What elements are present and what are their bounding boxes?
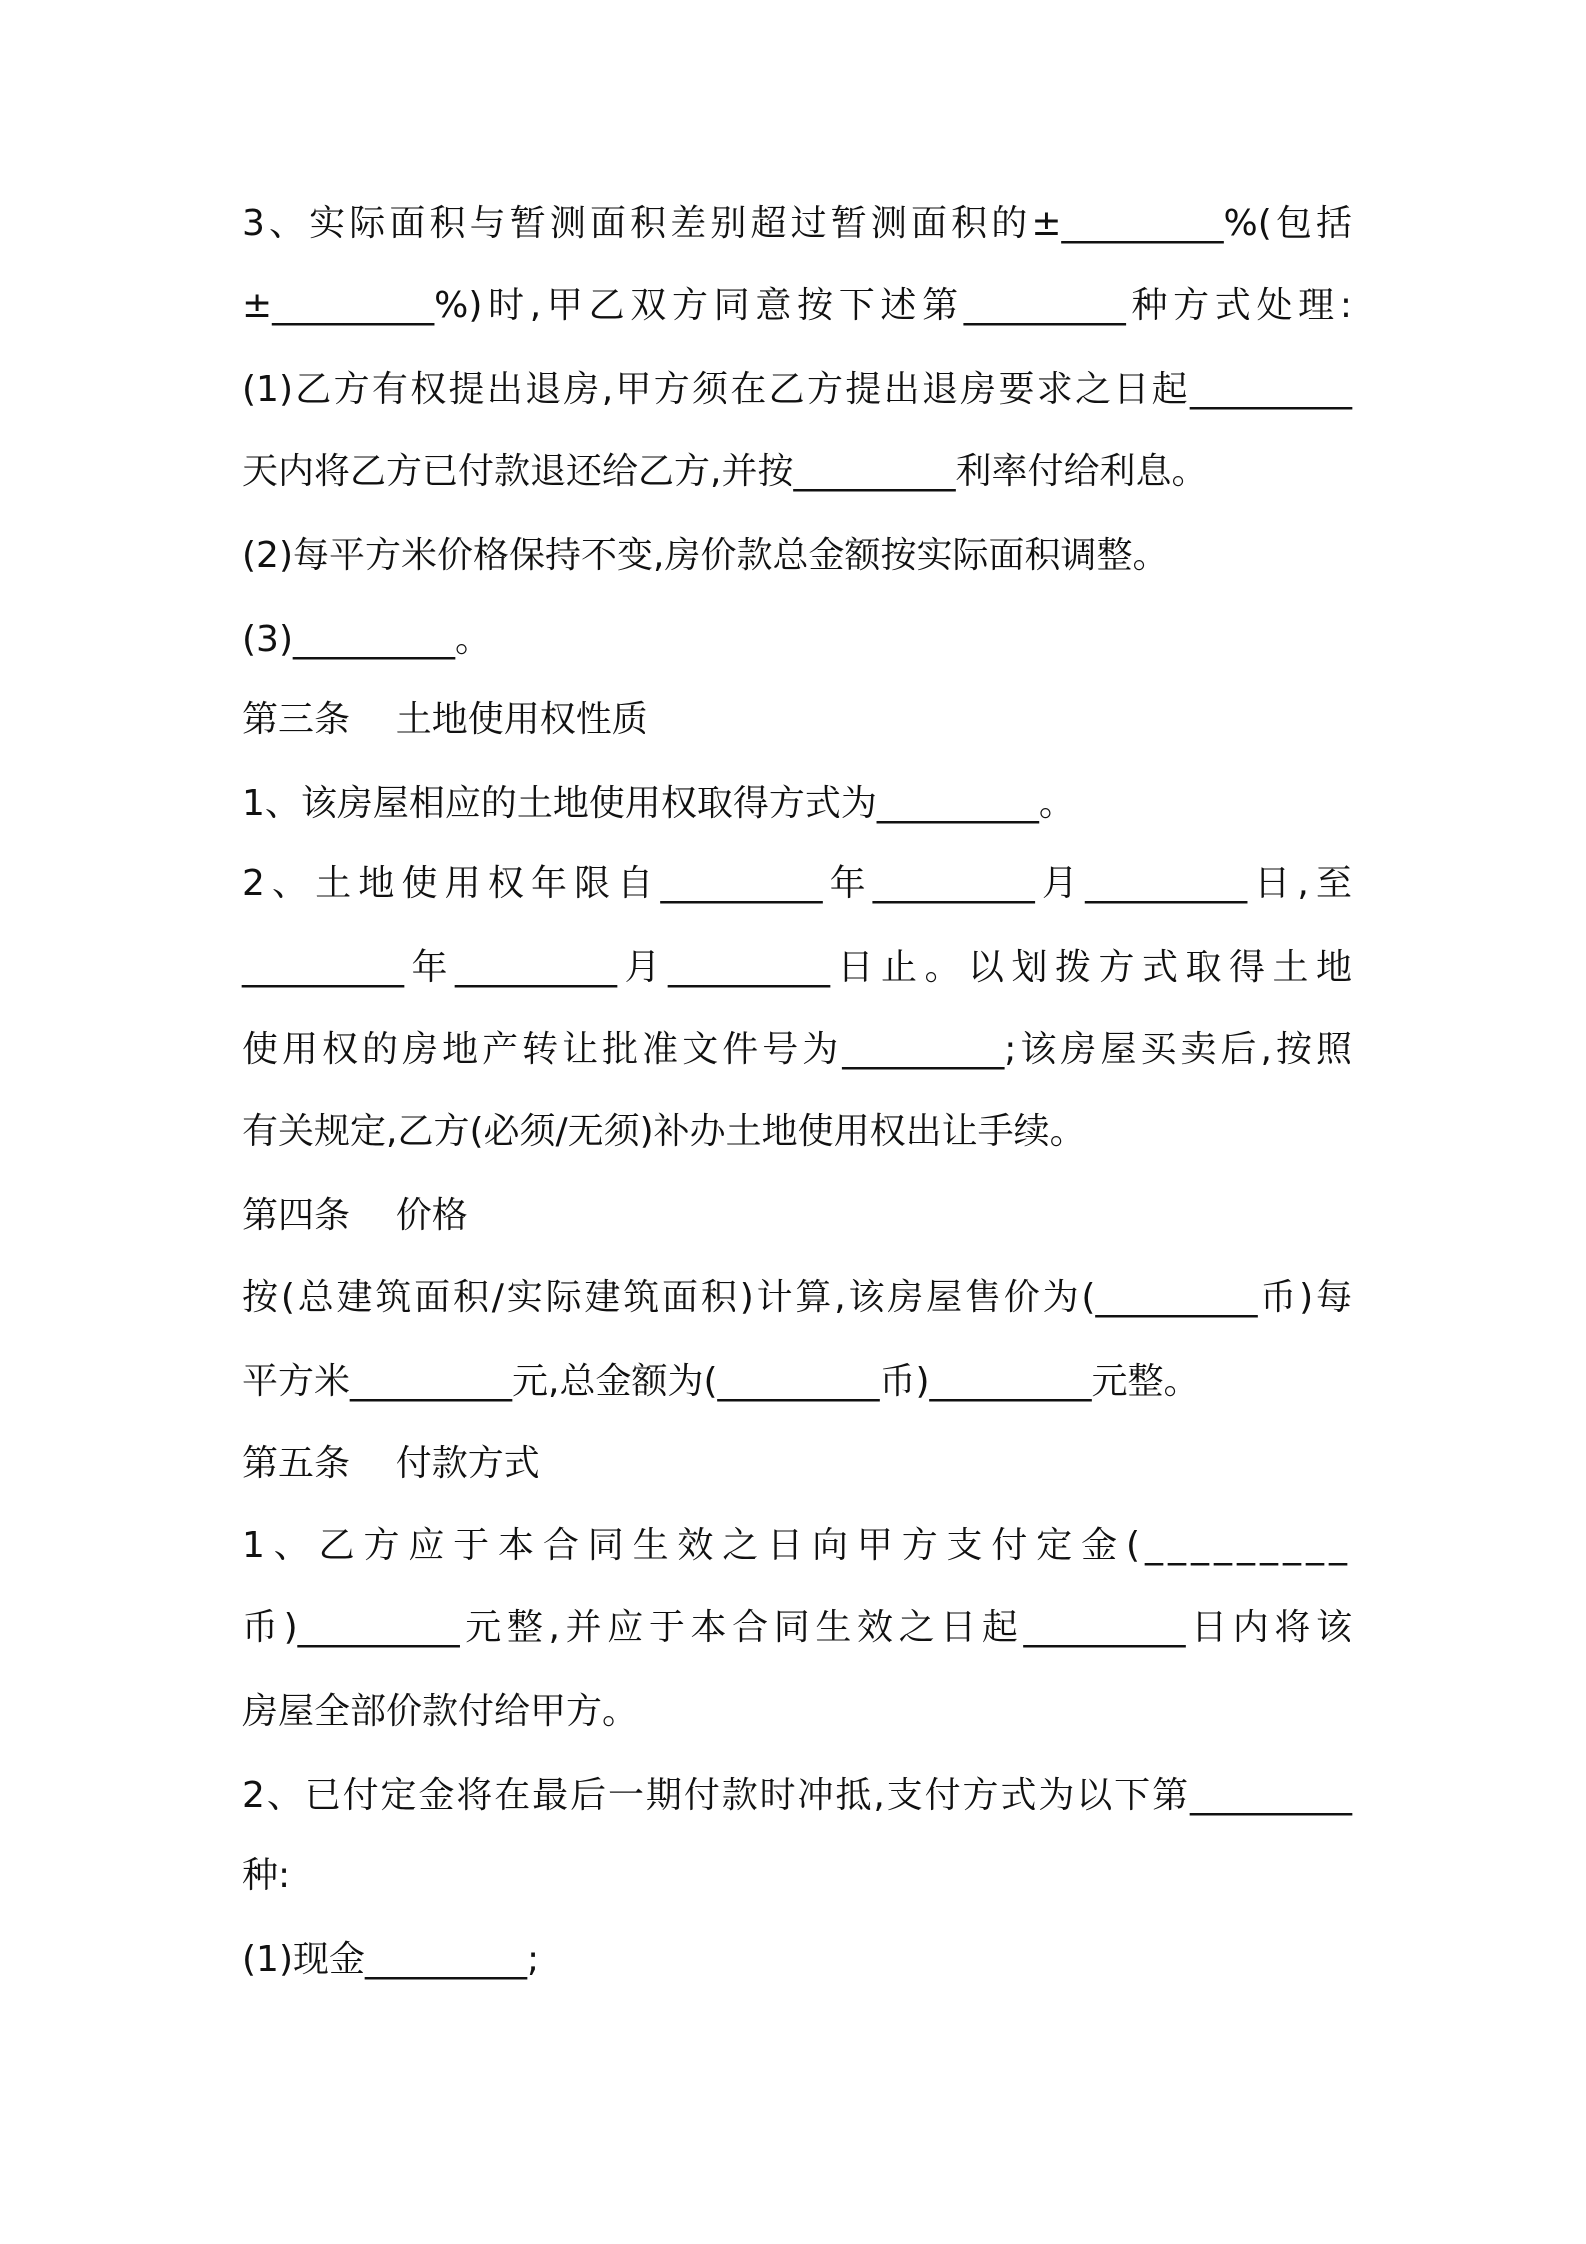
article-3-item-2-line-1: 2、土地使用权年限自_________年_________月_________日,至 <box>242 863 1352 904</box>
payment-option-1-cash: (1)现金_________; <box>242 1939 540 1980</box>
option-1-line-2: 天内将乙方已付款退还给乙方,并按_________利率付给利息。 <box>242 451 1208 492</box>
article-4-price-line-1: 按(总建筑面积/实际建筑面积)计算,该房屋售价为(_________币)每 <box>242 1277 1352 1318</box>
paragraph-3-area-difference-line-1: 3、实际面积与暂测面积差别超过暂测面积的±_________%(包括 <box>242 203 1352 244</box>
option-2-line: (2)每平方米价格保持不变,房价款总金额按实际面积调整。 <box>242 535 1169 576</box>
article-5-heading: 第五条 付款方式 <box>242 1443 540 1484</box>
article-3-item-1: 1、该房屋相应的土地使用权取得方式为_________。 <box>242 783 1075 824</box>
option-3-line: (3)_________。 <box>242 619 491 660</box>
article-5-item-2-line-1: 2、已付定金将在最后一期付款时冲抵,支付方式为以下第_________ <box>242 1775 1352 1816</box>
article-4-price-line-2: 平方米_________元,总金额为(_________币)_________元整。 <box>242 1361 1200 1402</box>
article-3-item-2-line-3: 使用权的房地产转让批准文件号为_________;该房屋买卖后,按照 <box>242 1029 1352 1070</box>
article-3-heading: 第三条 土地使用权性质 <box>242 699 648 740</box>
article-4-heading: 第四条 价格 <box>242 1195 468 1236</box>
article-5-item-2-line-2: 种: <box>242 1855 291 1896</box>
article-5-item-1-line-3: 房屋全部价款付给甲方。 <box>242 1691 639 1732</box>
article-5-item-1-line-2: 币)_________元整,并应于本合同生效之日起_________日内将该 <box>242 1607 1352 1648</box>
article-3-item-2-line-4: 有关规定,乙方(必须/无须)补办土地使用权出让手续。 <box>242 1111 1086 1152</box>
article-5-item-1-line-1: 1、乙方应于本合同生效之日向甲方支付定金(_________ <box>242 1525 1352 1566</box>
article-3-item-2-line-2: _________年_________月_________日止。以划拨方式取得土地 <box>242 947 1352 988</box>
option-1-line-1: (1)乙方有权提出退房,甲方须在乙方提出退房要求之日起_________ <box>242 369 1352 410</box>
paragraph-3-area-difference-line-2: ±_________%)时,甲乙双方同意按下述第_________种方式处理: <box>242 285 1352 326</box>
